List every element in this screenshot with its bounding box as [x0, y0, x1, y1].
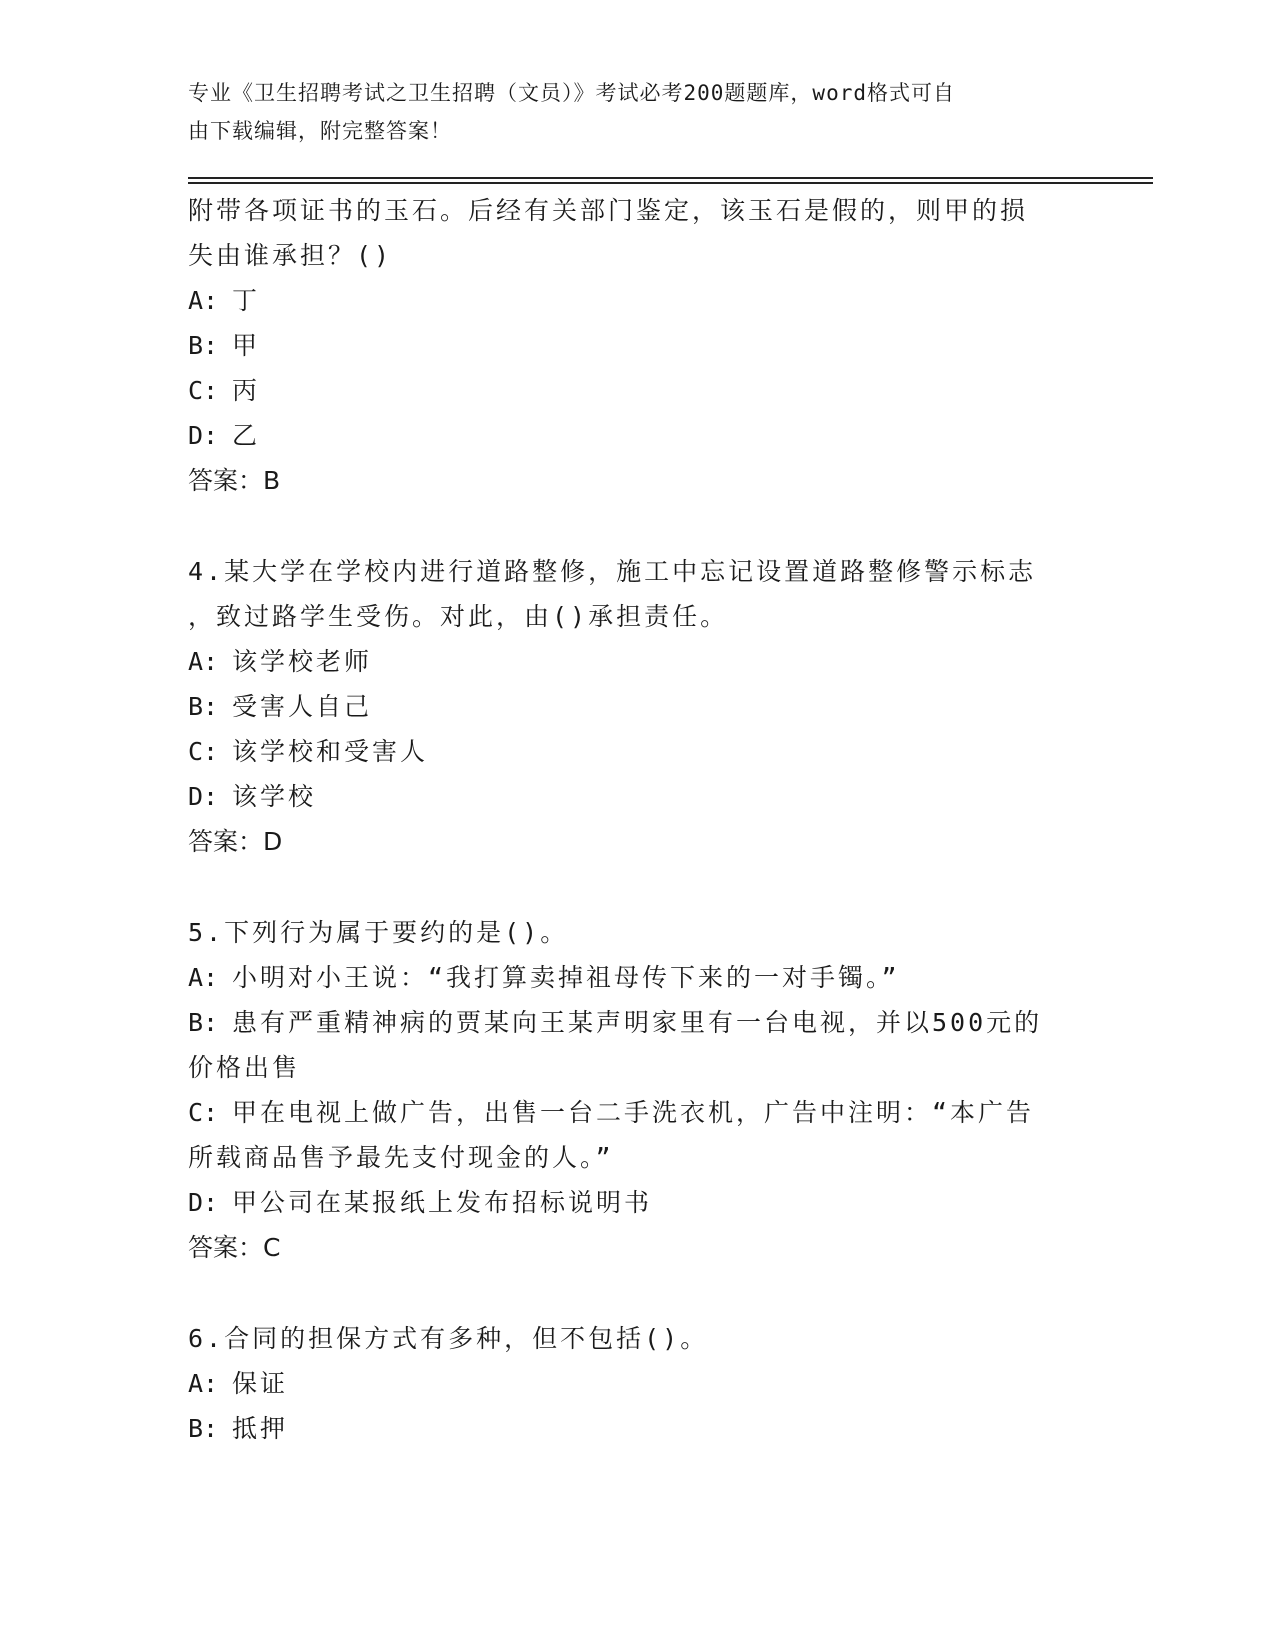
option-letter: B: — [188, 331, 219, 360]
option-letter: A: — [188, 286, 219, 315]
answer-line: 答案：B — [188, 466, 281, 495]
option-d — [188, 1180, 1088, 1225]
option-a — [188, 1361, 1088, 1406]
answer-line: 答案：C — [188, 1233, 281, 1262]
option-text: 该学校 — [232, 782, 317, 811]
option-letter: A: — [188, 1369, 219, 1398]
option-a — [188, 955, 1088, 1000]
option-c — [188, 1090, 1088, 1135]
option-text: 甲 — [232, 331, 261, 360]
option-text: 小明对小王说：“我打算卖掉祖母传下来的一对手镯。” — [232, 963, 900, 992]
option-c-continuation: 所载商品售予最先支付现金的人。” — [188, 1143, 614, 1172]
option-b — [188, 684, 1088, 729]
option-c — [188, 729, 1088, 774]
option-text: 该学校和受害人 — [232, 737, 429, 766]
option-text: 患有严重精神病的贾某向王某声明家里有一台电视，并以500元的 — [232, 1008, 1043, 1037]
question-5 — [188, 910, 1088, 1270]
option-text: 丙 — [232, 376, 261, 405]
option-d — [188, 413, 1088, 458]
option-b — [188, 1406, 1088, 1451]
question-stem-line: 5.下列行为属于要约的是()。 — [188, 918, 569, 947]
option-text: 受害人自己 — [232, 692, 373, 721]
option-c — [188, 368, 1088, 413]
option-letter: C: — [188, 376, 219, 405]
option-letter: B: — [188, 1414, 219, 1443]
question-stem-line: 失由谁承担？() — [188, 241, 393, 270]
option-letter: D: — [188, 1188, 219, 1217]
option-text: 该学校老师 — [232, 647, 373, 676]
document-header — [188, 74, 1068, 150]
option-letter: D: — [188, 421, 219, 450]
spacer — [188, 864, 1088, 910]
document-body — [188, 188, 1088, 1451]
spacer — [188, 503, 1088, 549]
question-stem-line: ，致过路学生受伤。对此，由()承担责任。 — [188, 602, 729, 631]
answer-line: 答案：D — [188, 827, 283, 856]
option-letter: C: — [188, 737, 219, 766]
header-line-2: 由下载编辑，附完整答案！ — [188, 119, 452, 143]
question-stem-line: 6.合同的担保方式有多种，但不包括()。 — [188, 1324, 709, 1353]
option-b-continuation: 价格出售 — [188, 1053, 301, 1082]
header-rule-bottom — [188, 182, 1153, 184]
option-text: 抵押 — [232, 1414, 289, 1443]
option-b — [188, 323, 1088, 368]
option-letter: A: — [188, 647, 219, 676]
option-letter: B: — [188, 692, 219, 721]
option-text: 乙 — [232, 421, 261, 450]
option-text: 保证 — [232, 1369, 289, 1398]
option-a — [188, 278, 1088, 323]
header-line-1: 专业《卫生招聘考试之卫生招聘（文员）》考试必考200题题库，word格式可自 — [188, 81, 955, 105]
header-rule-top — [188, 177, 1153, 179]
question-stem-line: 附带各项证书的玉石。后经有关部门鉴定，该玉石是假的，则甲的损 — [188, 196, 1029, 225]
spacer — [188, 1270, 1088, 1316]
option-text: 甲公司在某报纸上发布招标说明书 — [232, 1188, 653, 1217]
option-a — [188, 639, 1088, 684]
option-text: 甲在电视上做广告，出售一台二手洗衣机，广告中注明：“本广告 — [232, 1098, 1035, 1127]
question-stem-line: 4.某大学在学校内进行道路整修，施工中忘记设置道路整修警示标志 — [188, 557, 1037, 586]
option-letter: A: — [188, 963, 219, 992]
option-d — [188, 774, 1088, 819]
option-letter: B: — [188, 1008, 219, 1037]
option-text: 丁 — [232, 286, 261, 315]
question-4 — [188, 549, 1088, 864]
option-b — [188, 1000, 1088, 1045]
question-6 — [188, 1316, 1088, 1451]
option-letter: D: — [188, 782, 219, 811]
option-letter: C: — [188, 1098, 219, 1127]
question-3 — [188, 188, 1088, 503]
